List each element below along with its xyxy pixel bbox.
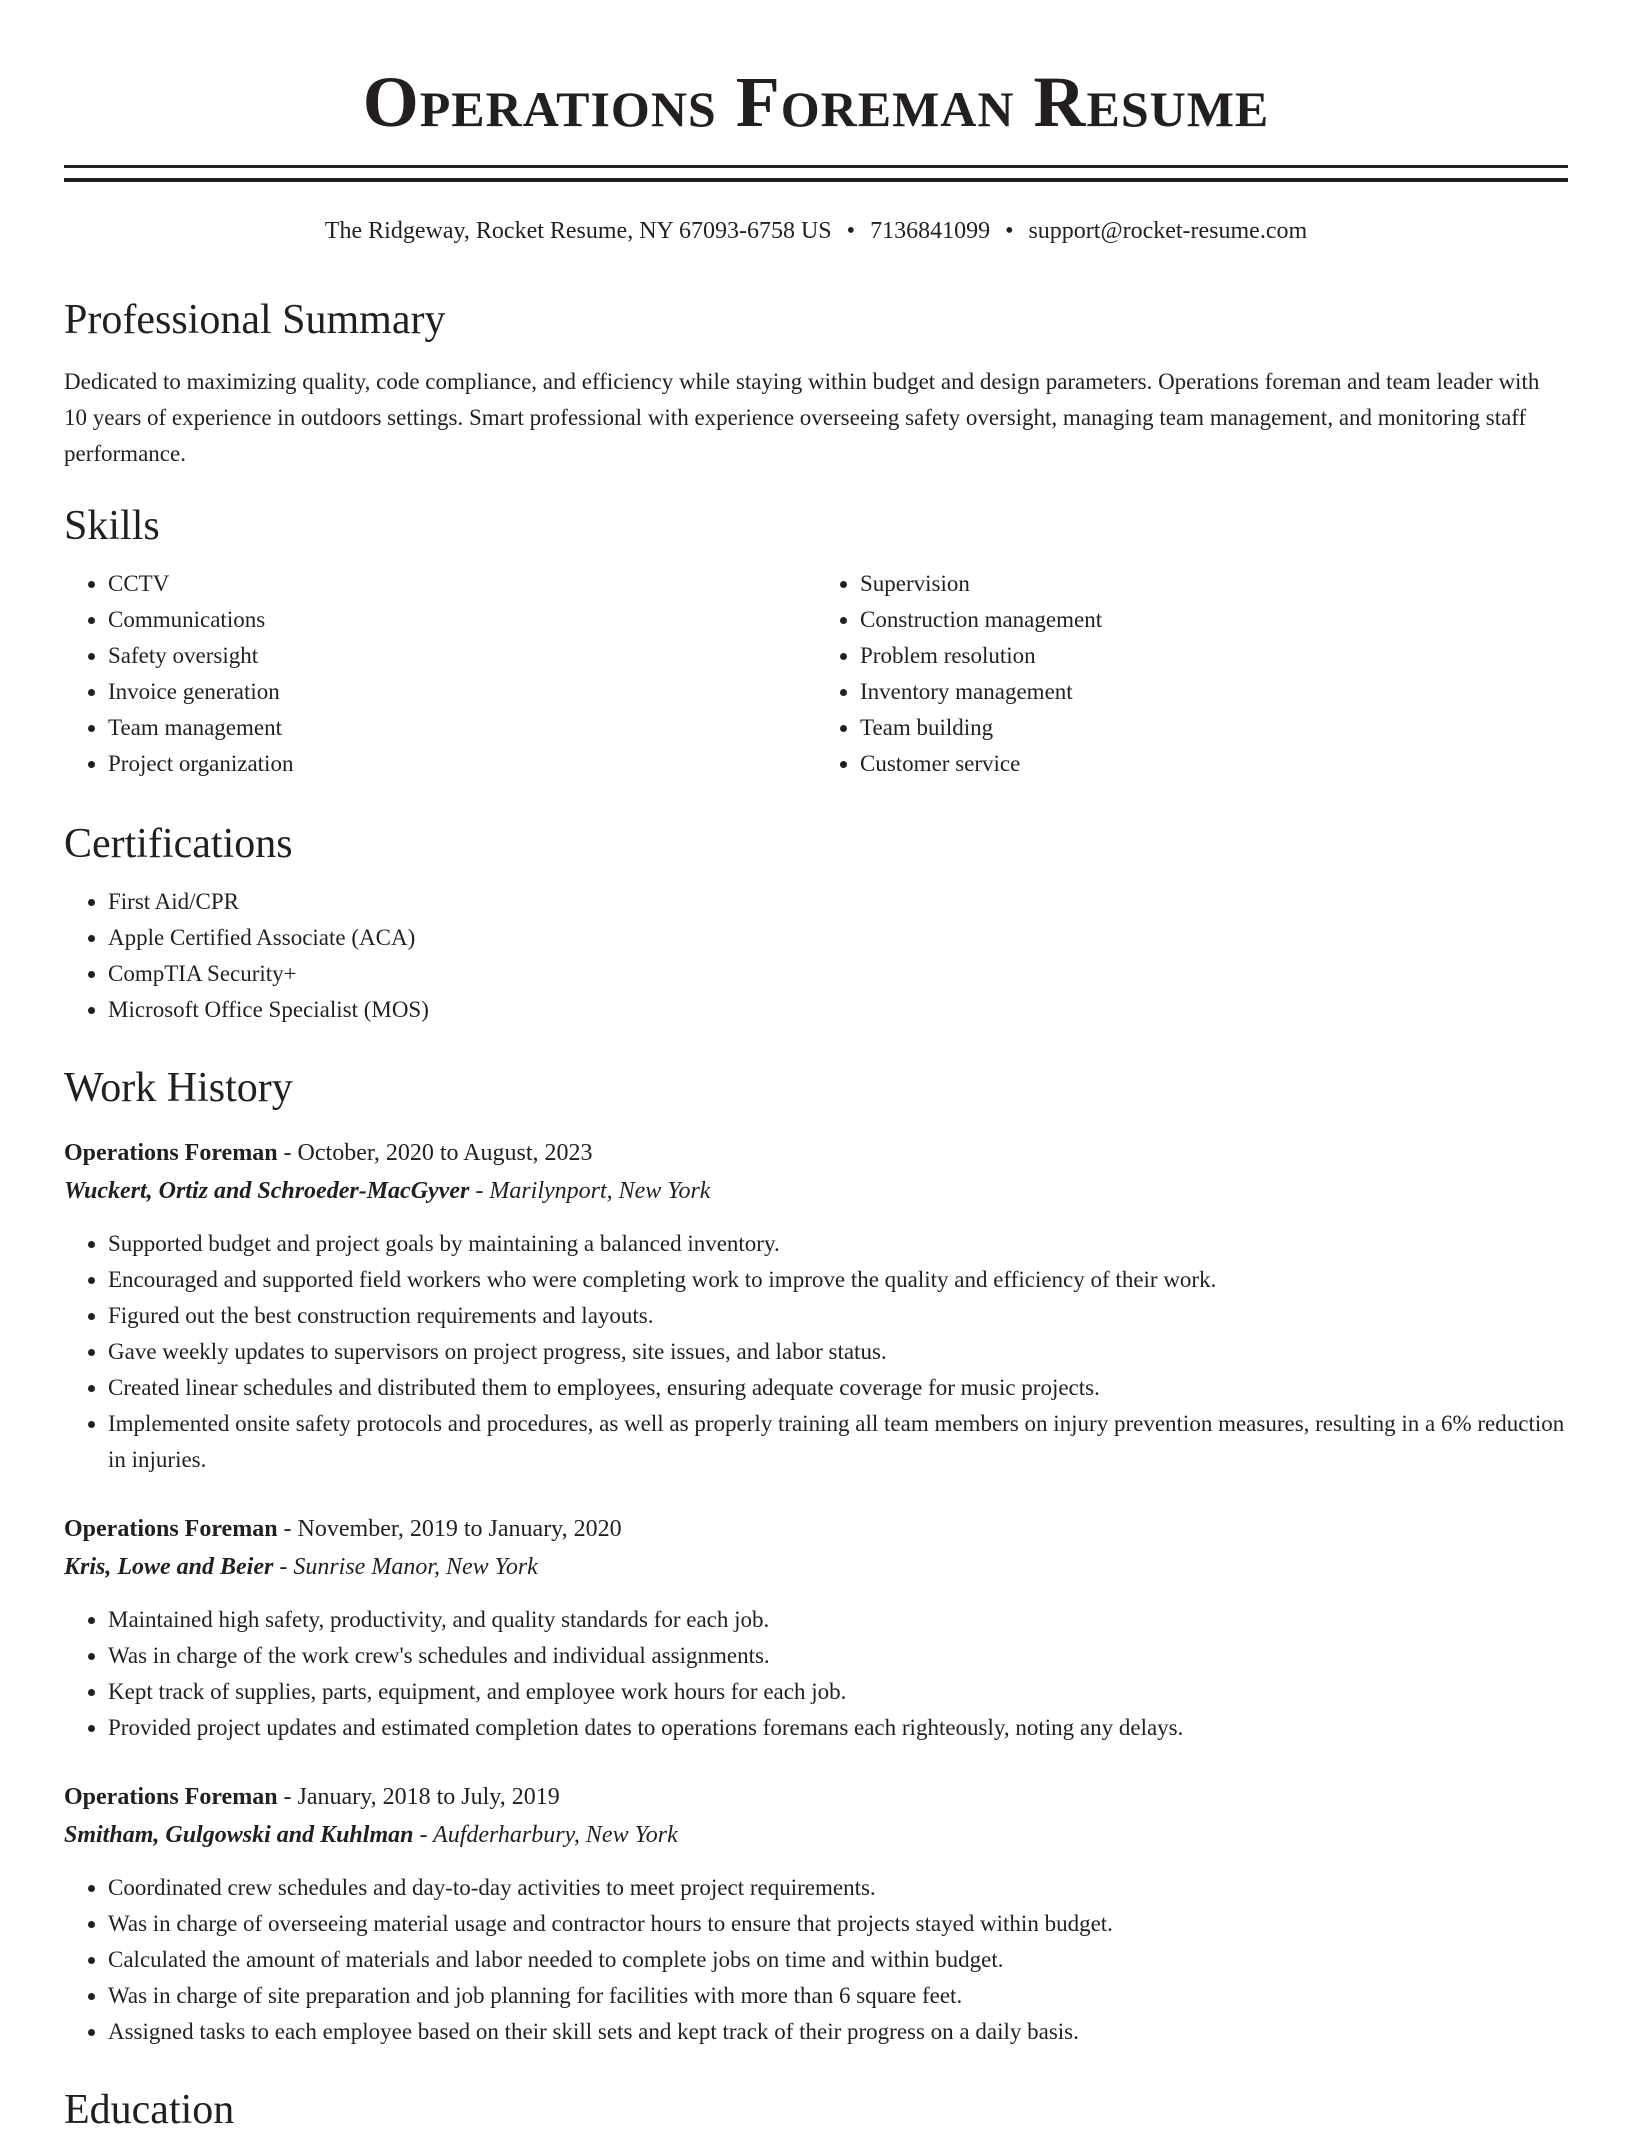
job-bullet: • Encouraged and supported field workers who were completing work to improve the quality and efficiency of their work. bbox=[108, 1262, 1568, 1298]
skill-item: • Team management bbox=[108, 710, 816, 746]
skill-item: • Invoice generation bbox=[108, 674, 816, 710]
job-bullet: • Was in charge of the work crew's schedules and individual assignments. bbox=[108, 1638, 1568, 1674]
job-entry bbox=[64, 1134, 1568, 1478]
skills-columns bbox=[64, 566, 1568, 782]
skills-section bbox=[64, 502, 1568, 782]
certification-item: • CompTIA Security+ bbox=[108, 956, 1568, 992]
skill-item: • Inventory management bbox=[860, 674, 1568, 710]
skills-list-left bbox=[64, 566, 816, 782]
resume-title: Operations Foreman Resume bbox=[362, 62, 1270, 142]
job-bullet: • Figured out the best construction requirements and layouts. bbox=[108, 1298, 1568, 1334]
job-bullet: • Assigned tasks to each employee based on their skill sets and kept track of their progress on a daily basis. bbox=[108, 2014, 1568, 2050]
job-bullet: • Was in charge of site preparation and job planning for facilities with more than 6 square feet. bbox=[108, 1978, 1568, 2014]
contact-separator: • bbox=[1005, 218, 1014, 244]
certification-item: • First Aid/CPR bbox=[108, 884, 1568, 920]
job-company-line bbox=[64, 1548, 1568, 1586]
job-title: Operations Foreman bbox=[64, 1140, 278, 1166]
skill-item: • Team building bbox=[860, 710, 1568, 746]
job-company: Wuckert, Ortiz and Schroeder-MacGyver bbox=[64, 1178, 470, 1204]
job-bullet: • Created linear schedules and distributed them to employees, ensuring adequate coverage for music projects. bbox=[108, 1370, 1568, 1406]
job-company-line bbox=[64, 1172, 1568, 1210]
skill-item: • Communications bbox=[108, 602, 816, 638]
contact-phone: 7136841099 bbox=[870, 218, 991, 244]
job-entry bbox=[64, 1510, 1568, 1746]
certification-item: • Apple Certified Associate (ACA) bbox=[108, 920, 1568, 956]
job-bullet: • Supported budget and project goals by maintaining a balanced inventory. bbox=[108, 1226, 1568, 1262]
job-dates: - January, 2018 to July, 2019 bbox=[277, 1784, 560, 1810]
job-location: - Aufderharbury, New York bbox=[413, 1822, 678, 1848]
summary-text: Dedicated to maximizing quality, code compliance, and efficiency while staying within budget and design parameters. Operations foreman and team leader with 10 years of experience in outdoors settings. Smart professional with experience overseeing safety oversight, managing team management, and monitoring staff performance. bbox=[64, 369, 1540, 466]
certification-item: • Microsoft Office Specialist (MOS) bbox=[108, 992, 1568, 1028]
skill-item: • Project organization bbox=[108, 746, 816, 782]
skills-list-right bbox=[816, 566, 1568, 782]
education-heading: Education bbox=[64, 2087, 235, 2133]
skill-item: • CCTV bbox=[108, 566, 816, 602]
job-bullet: • Implemented onsite safety protocols and procedures, as well as properly training all team members on injury prevention measures, resulting in a 6% reduction in injuries. bbox=[108, 1406, 1568, 1478]
work-history-section bbox=[64, 1064, 1568, 2050]
skill-item: • Problem resolution bbox=[860, 638, 1568, 674]
job-location: - Sunrise Manor, New York bbox=[273, 1554, 538, 1580]
work-history-heading: Work History bbox=[64, 1065, 293, 1111]
contact-address: The Ridgeway, Rocket Resume, NY 67093-6758 US bbox=[324, 218, 832, 244]
job-title: Operations Foreman bbox=[64, 1784, 278, 1810]
job-company: Smitham, Gulgowski and Kuhlman bbox=[64, 1822, 414, 1848]
job-bullet: • Maintained high safety, productivity, and quality standards for each job. bbox=[108, 1602, 1568, 1638]
skills-heading: Skills bbox=[64, 503, 160, 549]
job-title-line bbox=[64, 1134, 1568, 1172]
job-dates: - November, 2019 to January, 2020 bbox=[277, 1516, 622, 1542]
contact-separator: • bbox=[846, 218, 856, 244]
job-bullet: • Calculated the amount of materials and labor needed to complete jobs on time and within budget. bbox=[108, 1942, 1568, 1978]
contact-line bbox=[64, 216, 1568, 246]
certifications-section bbox=[64, 820, 1568, 1028]
skill-item: • Supervision bbox=[860, 566, 1568, 602]
education-section bbox=[64, 2086, 234, 2134]
skill-item: • Customer service bbox=[860, 746, 1568, 782]
job-bullet: • Was in charge of overseeing material usage and contractor hours to ensure that projects stayed within budget. bbox=[108, 1906, 1568, 1942]
title-divider bbox=[64, 165, 1568, 182]
certifications-list bbox=[64, 884, 1568, 1028]
job-location: - Marilynport, New York bbox=[469, 1178, 711, 1204]
job-bullet: • Kept track of supplies, parts, equipment, and employee work hours for each job. bbox=[108, 1674, 1568, 1710]
summary-heading: Professional Summary bbox=[64, 297, 446, 343]
skill-item: • Construction management bbox=[860, 602, 1568, 638]
summary-section bbox=[64, 296, 1568, 472]
job-bullets bbox=[64, 1870, 1568, 2050]
job-company-line bbox=[64, 1816, 1568, 1854]
job-bullet: • Gave weekly updates to supervisors on project progress, site issues, and labor status. bbox=[108, 1334, 1568, 1370]
contact-email: support@rocket-resume.com bbox=[1028, 218, 1308, 244]
job-title-line bbox=[64, 1510, 1568, 1548]
job-bullets bbox=[64, 1226, 1568, 1478]
job-entry bbox=[64, 1778, 1568, 2050]
job-company: Kris, Lowe and Beier bbox=[64, 1554, 274, 1580]
job-title-line bbox=[64, 1778, 1568, 1816]
job-bullet: • Provided project updates and estimated completion dates to operations foremans each righteously, noting any delays. bbox=[108, 1710, 1568, 1746]
job-bullet: • Coordinated crew schedules and day-to-day activities to meet project requirements. bbox=[108, 1870, 1568, 1906]
resume-page bbox=[64, 0, 1568, 2133]
job-bullets bbox=[64, 1602, 1568, 1746]
job-title: Operations Foreman bbox=[64, 1516, 278, 1542]
certifications-heading: Certifications bbox=[64, 821, 293, 867]
job-dates: - October, 2020 to August, 2023 bbox=[277, 1140, 593, 1166]
skill-item: • Safety oversight bbox=[108, 638, 816, 674]
